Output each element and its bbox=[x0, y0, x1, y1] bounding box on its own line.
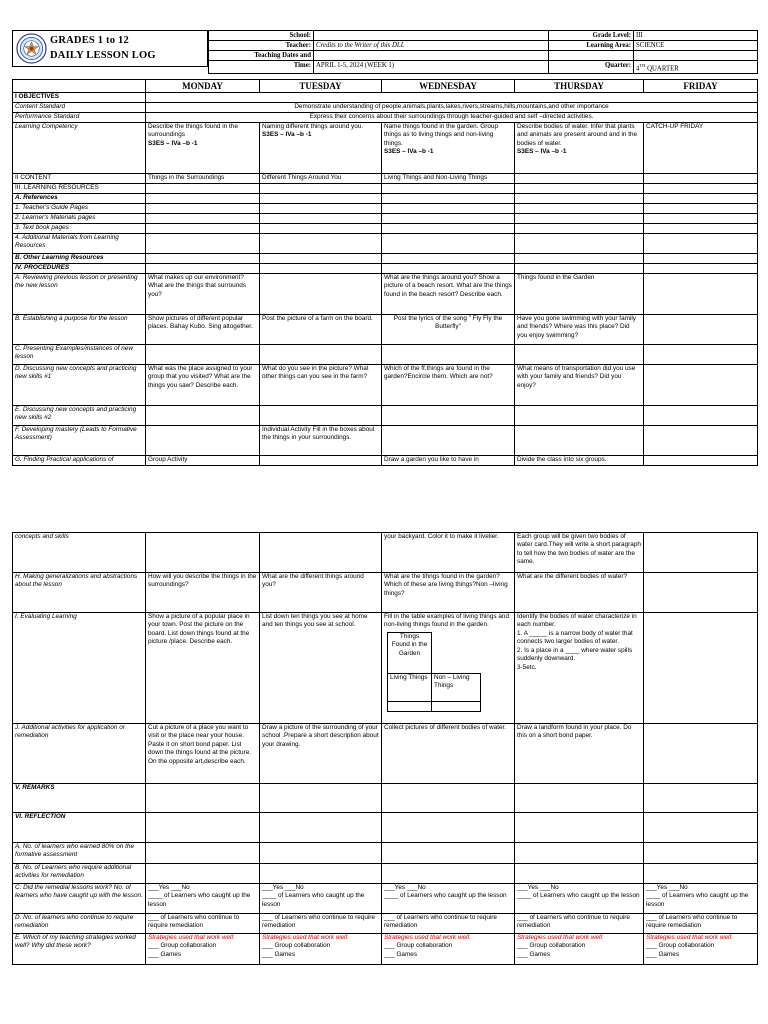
proc-b-wednesday: Post the lyrics of the song " Fly Fly the Butterfly" bbox=[382, 315, 515, 345]
proc-d-tuesday: What do you see in the picture? What other things can you see in the farm? bbox=[260, 365, 382, 406]
competency-tuesday: Naming different things around you. S3ES – IVa –b -1 bbox=[260, 123, 382, 174]
teacher-label: Teacher: bbox=[209, 41, 314, 51]
quarter-filler-2 bbox=[634, 51, 758, 61]
header-logo-block bbox=[12, 30, 208, 67]
label-proc-f: F. Developing mastery (Leads to Formative Assessment) bbox=[13, 426, 146, 456]
label-refl-c: C. Did the remedial lessons work? No. of learners who have caught up with the lesson. bbox=[13, 884, 146, 914]
garden-table-living: Living Things bbox=[388, 673, 432, 701]
label-content-standard: Content Standard bbox=[13, 103, 146, 113]
quarter-value: 4TH QUARTER bbox=[634, 61, 758, 74]
day-header-friday: FRIDAY bbox=[644, 80, 758, 93]
grade-level-label: Grade Level: bbox=[549, 31, 634, 41]
proc-b-monday: Show pictures of different popular places. Bahay Kubo. Sing altogether. bbox=[146, 315, 260, 345]
proc-a-monday: What makes up our environment? What are the things that surrounds you? bbox=[146, 274, 260, 315]
proc-h-monday: How will you describe the things in the surroundings? bbox=[146, 573, 260, 613]
label-proc-j: J. Additional activities for application or remediation bbox=[13, 724, 146, 784]
title-daily-lesson-log: DAILY LESSON LOG bbox=[50, 50, 156, 61]
proc-g-thursday-part2: Each group will be given two bodies of water card.They will write a short paragraph to tell how the two bodies of water are the same. bbox=[515, 533, 644, 573]
learning-area-value: SCIENCE bbox=[634, 41, 758, 51]
label-performance-standard: Performance Standard bbox=[13, 113, 146, 123]
garden-table-nonliving: Non – Living Things bbox=[432, 673, 481, 701]
competency-wednesday: Name things found in the garden. Group things as to living things and non-living things. S3ES – IVa –b -1 bbox=[382, 123, 515, 174]
section-procedures: IV. PROCEDURES bbox=[13, 264, 146, 274]
refl-d-thursday: ___ of Learners who continue to require remediation bbox=[515, 914, 644, 934]
teaching-dates-label: Teaching Dates and bbox=[209, 51, 314, 61]
label-proc-c: C. Presenting Examples/instances of new lesson bbox=[13, 345, 146, 365]
section-content: II CONTENT bbox=[13, 174, 146, 184]
performance-standard-text: Express their concerns about their surroundings through teacher-guided and self –directed activities. bbox=[146, 113, 758, 123]
time-label: Time: bbox=[209, 61, 314, 74]
quarter-filler bbox=[549, 51, 634, 61]
refl-e-tuesday: Strategies used that work well: ___ Group collaboration ___ Games bbox=[260, 934, 382, 965]
school-label: School: bbox=[209, 31, 314, 41]
refl-c-thursday: ___Yes ___No ____ of Learners who caught up the lesson bbox=[515, 884, 644, 914]
school-value bbox=[314, 31, 549, 41]
garden-table-header: Things Found in the Garden bbox=[388, 632, 432, 673]
lesson-log-table-page2 bbox=[12, 532, 758, 965]
content-tuesday: Different Things Around You bbox=[260, 174, 382, 184]
proc-d-wednesday: Which of the ff.things are found in the garden?Encircle them. Which are not? bbox=[382, 365, 515, 406]
proc-g-wednesday-part1: Draw a garden you like to have in bbox=[382, 456, 515, 466]
refl-c-tuesday: ___Yes ___No ____ of Learners who caught up the lesson bbox=[260, 884, 382, 914]
proc-i-wednesday: Fill in the table examples of living things and non-living things found in the garden. Things Found in the Garden Living Things Non – Living Things bbox=[382, 613, 515, 724]
label-proc-e: E. Discussing new concepts and practicing new skills #2 bbox=[13, 406, 146, 426]
proc-g-thursday-part1: Divide the class into six groups. bbox=[515, 456, 644, 466]
label-proc-b: B. Establishing a purpose for the lesson bbox=[13, 315, 146, 345]
competency-friday: CATCH-UP FRIDAY bbox=[644, 123, 758, 174]
proc-b-thursday: Have you gone swimming with your family and friends? Where was this place? Did you enjoy swimming? bbox=[515, 315, 644, 345]
section-reflection: VI. REFLECTION bbox=[13, 813, 146, 843]
refl-c-monday: ___Yes ___No ____ of Learners who caught up the lesson bbox=[146, 884, 260, 914]
refl-e-thursday: Strategies used that work well: ___ Group collaboration ___ Games bbox=[515, 934, 644, 965]
deped-seal-icon bbox=[16, 33, 47, 64]
day-header-tuesday: TUESDAY bbox=[260, 80, 382, 93]
label-learning-competency: Learning Competency bbox=[13, 123, 146, 174]
dates-value: APRIL 1-5, 2024 (WEEK 1) bbox=[314, 61, 549, 74]
label-textbook-pages: 3. Text book pages bbox=[13, 224, 146, 234]
grade-level-value: III bbox=[634, 31, 758, 41]
label-proc-i: I. Evaluating Learning bbox=[13, 613, 146, 724]
section-learning-resources: III. LEARNING RESOURCES bbox=[13, 184, 146, 194]
teacher-value: Credits to the Writer of this DLL bbox=[314, 41, 549, 51]
proc-j-thursday: Draw a landform found in your place. Do this on a short bond paper. bbox=[515, 724, 644, 784]
proc-j-tuesday: Draw a picture of the surrounding of your school .Prepare a short description about your drawing. bbox=[260, 724, 382, 784]
refl-d-tuesday: ___ of Learners who continue to require remediation bbox=[260, 914, 382, 934]
label-proc-g-part2: concepts and skills bbox=[13, 533, 146, 573]
refl-e-wednesday: Strategies used that work well: ___ Group collaboration ___ Games bbox=[382, 934, 515, 965]
learning-area-label: Learning Area: bbox=[549, 41, 634, 51]
section-references: A. References bbox=[13, 194, 146, 204]
section-objectives: I OBJECTIVES bbox=[13, 93, 146, 103]
proc-d-monday: What was the place assigned to your group that you visited? What are the things you saw? Describe each. bbox=[146, 365, 260, 406]
refl-e-monday: Strategies used that work well: ___ Group collaboration ___ Games bbox=[146, 934, 260, 965]
proc-i-monday: Show a picture of a popular place in your town. Post the picture on the board. List down things found at the picture /place. Describe each. bbox=[146, 613, 260, 724]
header-info-table bbox=[208, 30, 758, 74]
day-header-thursday: THURSDAY bbox=[515, 80, 644, 93]
content-wednesday: Living Things and Non-Living Things bbox=[382, 174, 515, 184]
label-lm-pages: 2. Learner's Materials pages bbox=[13, 214, 146, 224]
label-proc-h: H. Making generalizations and abstractions about the lesson bbox=[13, 573, 146, 613]
proc-a-wednesday: What are the things around you? Show a picture of a beach resort. What are the things found in the beach resort? Describe each. bbox=[382, 274, 515, 315]
label-proc-d: D. Discussing new concepts and practicing new skills #1 bbox=[13, 365, 146, 406]
content-monday: Things in the Surroundings bbox=[146, 174, 260, 184]
label-proc-a: A. Reviewing previous lesson or presenting the new lesson bbox=[13, 274, 146, 315]
proc-i-thursday: Identify the bodies of water characterize in each number. 1. A _____ is a narrow body of water that connects two larger bodies of water. 2. Is a place in a ____ where water spills suddenly downward. 3-5etc. bbox=[515, 613, 644, 724]
label-other-resources: B. Other Learning Resources bbox=[13, 254, 146, 264]
proc-d-thursday: What means of transportation did you use with your family and friends? Did you enjoy? bbox=[515, 365, 644, 406]
title-grades: GRADES 1 to 12 bbox=[50, 35, 129, 46]
proc-f-tuesday: Individual Activity Fill in the boxes about the things in your surroundings. bbox=[260, 426, 382, 456]
competency-thursday: Describe bodies of water. Infer that plants and animals are present around and in the bodies of water. S3ES – IVa –b -1 bbox=[515, 123, 644, 174]
label-tg-pages: 1. Teacher's Guide Pages bbox=[13, 204, 146, 214]
label-refl-d: D. No. of learners who continue to require remediation bbox=[13, 914, 146, 934]
proc-h-thursday: What are the different bodies of water? bbox=[515, 573, 644, 613]
lesson-log-table-page1 bbox=[12, 79, 758, 466]
day-header-monday: MONDAY bbox=[146, 80, 260, 93]
proc-h-tuesday: What are the different things around you? bbox=[260, 573, 382, 613]
proc-h-wednesday: What are the tihngs found in the garden? Which of these are living things?Non –living things? bbox=[382, 573, 515, 613]
refl-c-wednesday: ___Yes ___No ____ of Learners who caught up the lesson bbox=[382, 884, 515, 914]
refl-d-monday: ___ of Learners who continue to require remediation bbox=[146, 914, 260, 934]
label-proc-g-part1: G. Finding Practical applications of bbox=[13, 456, 146, 466]
competency-monday: Describe the things found in the surroundings S3ES – IVa –b -1 bbox=[146, 123, 260, 174]
proc-g-monday: Group Activity bbox=[146, 456, 260, 466]
proc-i-tuesday: List down ten things you see at home and ten things you see at school. bbox=[260, 613, 382, 724]
content-standard-text: Demonstrate understanding of people,animals,plants,lakes,rivers,streams,hills,mountains,and other importance bbox=[146, 103, 758, 113]
day-header-wednesday: WEDNESDAY bbox=[382, 80, 515, 93]
label-refl-b: B. No. of Learners who require additional activities for remediation bbox=[13, 864, 146, 884]
quarter-label: Quarter: bbox=[549, 61, 634, 74]
refl-d-friday: ___ of Learners who continue to require remediation bbox=[644, 914, 758, 934]
refl-c-friday: ___Yes ___No ____ of Learners who caught up the lesson bbox=[644, 884, 758, 914]
garden-things-table bbox=[387, 632, 481, 712]
proc-j-monday: Cut a picture of a place you want to visit or the place near your house. Paste it on short bond paper. List down the things found at the picture. On the opposite art,describe each. bbox=[146, 724, 260, 784]
proc-j-wednesday: Collect pictures of different bodies of water. bbox=[382, 724, 515, 784]
proc-g-wednesday-part2: your backyard. Color it to make it livelier. bbox=[382, 533, 515, 573]
corner-cell bbox=[13, 80, 146, 93]
label-refl-a: A. No. of learners who earned 80% on the formative assessment bbox=[13, 843, 146, 864]
proc-a-thursday: Things found in the Garden bbox=[515, 274, 644, 315]
proc-b-tuesday: Post the picture of a farm on the board. bbox=[260, 315, 382, 345]
label-additional-materials: 4. Additional Materials from Learning Resources bbox=[13, 234, 146, 254]
dates-filler bbox=[314, 51, 549, 61]
refl-d-wednesday: ___ of Learners who continue to require remediation bbox=[382, 914, 515, 934]
refl-e-friday: Strategies used that work well: ___ Group collaboration ___ Games bbox=[644, 934, 758, 965]
label-refl-e: E. Which of my teaching strategies worked well? Why did these work? bbox=[13, 934, 146, 965]
section-remarks: V. REMARKS bbox=[13, 784, 146, 813]
